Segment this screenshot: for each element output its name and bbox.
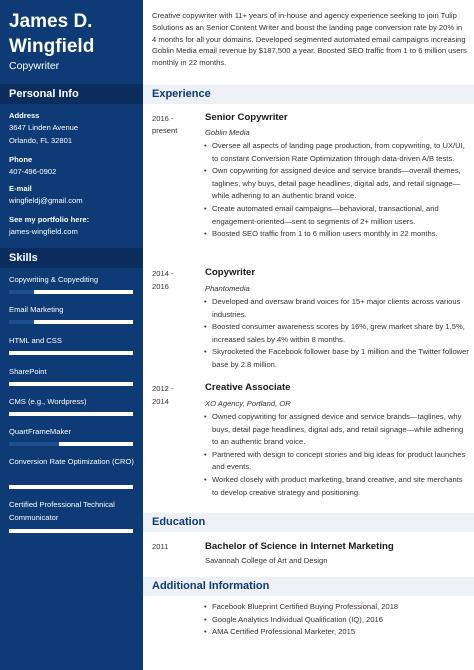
job-title: Creative Associate — [205, 382, 291, 393]
skill-bar — [9, 529, 133, 533]
additional-info-item: • AMA Certified Professional Marketer, 2015 — [203, 626, 469, 639]
job-date-end: present — [152, 126, 178, 135]
job-bullet: • Owned copywriting for assigned device and service brands—taglines, why buys, detail page headlines, digital ads, and retail signage—while adhering to an authentic brand voice. — [203, 411, 469, 449]
candidate-role: Copywriter — [9, 60, 60, 72]
skill-bar — [9, 442, 133, 446]
experience-heading: Experience — [143, 85, 474, 104]
job-company: Phantomedia — [205, 284, 250, 293]
job-date-end: 2016 — [152, 282, 169, 291]
education-heading: Education — [143, 513, 474, 532]
skill-bar — [9, 412, 133, 416]
job-date-start: 2014 - — [152, 269, 174, 278]
skills-heading: Skills — [0, 248, 143, 268]
education-date: 2011 — [152, 542, 169, 551]
skill-bar-fill — [9, 320, 34, 324]
skill-bar — [9, 320, 133, 324]
skill-name: Email Marketing — [9, 305, 64, 314]
skill-name: QuartFrameMaker — [9, 427, 72, 436]
education-degree: Bachelor of Science in Internet Marketing — [205, 541, 394, 552]
additional-info-item: • Google Analytics Individual Qualification (IQ), 2016 — [203, 614, 469, 627]
additional-info-item: • Facebook Blueprint Certified Buying Professional, 2018 — [203, 601, 469, 614]
skill-name: SharePoint — [9, 367, 47, 376]
skill-bar — [9, 351, 133, 355]
job-date-start: 2016 - — [152, 114, 174, 123]
job-company: Goblin Media — [205, 128, 250, 137]
phone-label: Phone — [9, 155, 33, 164]
job-title: Copywriter — [205, 267, 256, 278]
job-bullet: • Oversee all aspects of landing page production, from copywriting, to UX/UI, to constant Conversion Rate Optimization through data-driven A/B tests. — [203, 140, 469, 165]
phone-value: 407-496-0902 — [9, 167, 57, 176]
job-bullet: • Create automated email campaigns—behavioral, transactional, and engagement-oriented—sent to segments of 2+ million users. — [203, 203, 469, 228]
skill-name: Conversion Rate Optimization (CRO) — [9, 457, 134, 466]
additional-info-heading: Additional Information — [143, 577, 474, 596]
address-line2: Orlando, FL 32801 — [9, 136, 73, 145]
portfolio-label: See my portfolio here: — [9, 215, 90, 224]
skill-bar-fill — [9, 290, 34, 294]
address-line1: 3647 Linden Avenue — [9, 123, 79, 132]
email-label: E-mail — [9, 184, 32, 193]
personal-info-heading: Personal Info — [0, 84, 143, 104]
skill-bar — [9, 290, 133, 294]
skill-name: HTML and CSS — [9, 336, 62, 345]
sidebar — [0, 0, 143, 670]
email-value[interactable]: wingfieldj@gmail.com — [9, 196, 83, 205]
job-bullets — [203, 140, 469, 241]
skill-name: Copywriting & Copyediting — [9, 275, 99, 284]
skill-bar — [9, 382, 133, 386]
summary-paragraph: Creative copywriter with 11+ years of in-house and agency experience seeking to join Tulip Solutions as an Senior Content Writer and boost the landing page conversion rate by 20% in 4 months for all your domains. Developed segmented automated email campaigns increasing Goblin Media email revenue by $187,500 a year. Boosted SEO traffic from 1 to 6 million users monthly in 22 months. — [152, 11, 467, 68]
job-bullet: • Boosted consumer awareness scores by 16%, grew market share by 1.5%, increased sales by 4% within 8 months. — [203, 321, 469, 346]
job-bullet: • Partnered with design to concept stories and big ideas for product launches and events. — [203, 449, 469, 474]
job-bullets — [203, 411, 469, 499]
job-date-end: 2014 — [152, 397, 169, 406]
job-company: XO Agency, Portland, OR — [205, 399, 291, 408]
skill-name: CMS (e.g., Wordpress) — [9, 397, 87, 406]
job-bullets — [203, 296, 469, 372]
education-school: Savannah College of Art and Design — [205, 556, 328, 565]
job-bullet: • Developed and oversaw brand voices for 15+ major clients across various industries. — [203, 296, 469, 321]
portfolio-link[interactable]: james-wingfield.com — [9, 227, 78, 236]
job-title: Senior Copywriter — [205, 112, 288, 123]
skill-name: Certified Professional Technical Communicator — [9, 500, 115, 522]
job-date-start: 2012 - — [152, 384, 174, 393]
skill-bar — [9, 485, 133, 489]
additional-info-list — [203, 601, 469, 639]
candidate-name: James D. Wingfield — [9, 11, 95, 57]
job-bullet: • Worked closely with product marketing, brand creative, and site merchants to develop creative strategy and positioning. — [203, 474, 469, 499]
job-bullet: • Boosted SEO traffic from 1 to 6 million users monthly in 22 months. — [203, 228, 469, 241]
skill-bar-fill — [9, 442, 59, 446]
address-label: Address — [9, 111, 40, 120]
job-bullet: • Own copywriting for assigned device and service brands—overall themes, taglines, why buys, detail page headlines, digital ads, and retail signage—while adhering to an authentic brand voice. — [203, 165, 469, 203]
job-bullet: • Skyrocketed the Facebook follower base by 1 million and the Twitter follower base by 2.8 million. — [203, 346, 469, 371]
